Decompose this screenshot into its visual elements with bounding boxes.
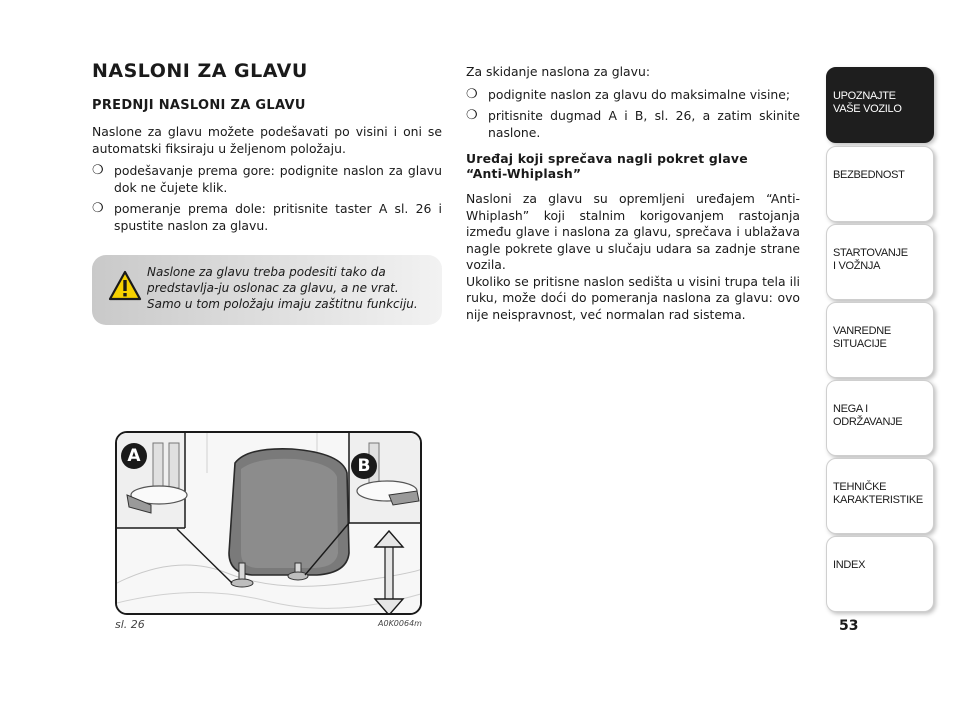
tab-index[interactable]: INDEX [826,536,934,612]
intro-paragraph: Naslone za glavu možete podešavati po visini i oni se automatski fiksiraju u željenom položaju. [92,124,442,156]
bullet-circle-icon: ❍ [92,201,104,216]
section-subtitle: PREDNJI NASLONI ZA GLAVU [92,98,306,113]
warning-triangle-icon [108,270,142,302]
tab-startovanje-i-voznja[interactable]: STARTOVANJE I VOŽNJA [826,224,934,300]
warning-text: Naslone za glavu treba podesiti tako da predstavlja-ju oslonac za glavu, a ne vrat. Samo u tom položaju imaju zaštitnu funkciju. [147,265,418,311]
tab-bezbednost[interactable]: BEZBEDNOST [826,146,934,222]
bullet-circle-icon: ❍ [466,108,478,123]
tab-tehnicke-karakteristike[interactable]: TEHNIČKE KARAKTERISTIKE [826,458,934,534]
headrest-figure [115,431,422,615]
list-item: ❍ pomeranje prema dole: pritisnite taster A sl. 26 i spustite naslon za glavu. [92,201,442,233]
section-title: NASLONI ZA GLAVU [92,60,308,82]
label-a-badge: A [121,443,147,469]
figure-caption: sl. 26 [115,618,145,631]
label-b-badge: B [351,453,377,479]
bullet-circle-icon: ❍ [466,86,478,102]
bullet-circle-icon: ❍ [92,163,104,178]
list-item: ❍ pritisnite dugmad A i B, sl. 26, a zatim skinite naslone. [466,108,800,140]
tab-upoznajte-vase-vozilo[interactable]: UPOZNAJTE VAŠE VOZILO [826,67,934,143]
left-column [92,124,442,239]
list-item: ❍ podignite naslon za glavu do maksimalne visine; [466,86,791,102]
anti-whiplash-paragraph-2: Ukoliko se pritisne naslon sedišta u visini trupa tela ili ruku, može doći do pomeranja naslona za glavu: ovo nije neispravnost, već normalan rad sistema. [466,273,800,322]
removal-intro: Za skidanje naslona za glavu: [466,64,651,79]
list-item: ❍ podešavanje prema gore: podignite naslon za glavu dok ne čujete klik. [92,163,442,195]
page-number: 53 [839,618,859,634]
tab-vanredne-situacije[interactable]: VANREDNE SITUACIJE [826,302,934,378]
headrest-illustration [117,433,422,615]
anti-whiplash-heading: Uređaj koji sprečava nagli pokret glave “Anti-Whiplash” [466,151,748,181]
figure-code: A0K0064m [378,619,422,628]
right-column [466,64,800,323]
warning-box [92,255,442,325]
anti-whiplash-paragraph: Nasloni za glavu su opremljeni uređajem “Anti-Whiplash” koji stalnim korigovanjem rastojanja između glave i naslona za glavu, sprečava i ublažava nagle pokrete glave u slučaju udara sa zadnje strane vozila. [466,191,800,272]
tab-nega-i-odrzavanje[interactable]: NEGA I ODRŽAVANJE [826,380,934,456]
